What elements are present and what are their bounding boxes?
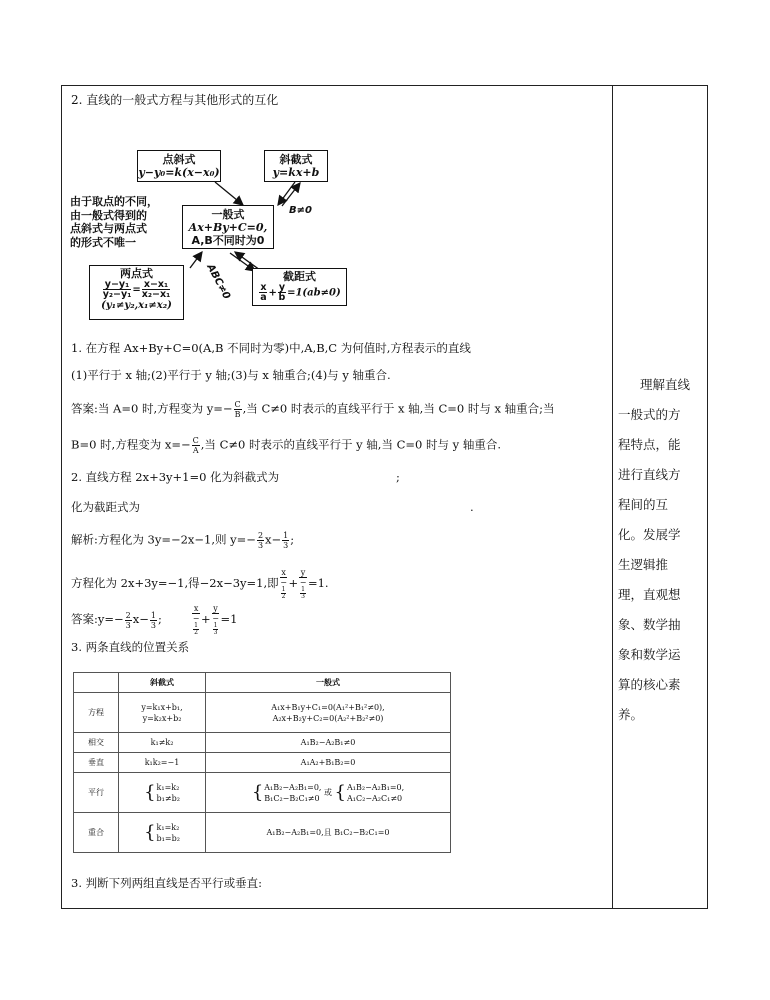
arrow-pointslope-general [215,182,243,205]
q1-line2: (1)平行于 x 轴;(2)平行于 y 轴;(3)与 x 轴重合;(4)与 y 轴重合. [71,368,391,382]
slope-intercept-box: 斜截式 y=kx+b [264,150,328,182]
edge-label-abc: ABC≠0 [204,262,232,302]
table-row: 方程 y=k₁x+b₁, y=k₂x+b₂ A₁x+B₁y+C₁=0(A₁²+B₁²≠0), A₂x+B₂y+C₂=0(A₂²+B₂²≠0) [74,693,451,733]
q2-solution-line2: 方程化为 2x+3y=−1,得−2x−3y=1,即 x − 1 2 + y − 1 3 =1. [71,568,329,600]
q2-period: . [470,500,474,514]
table-row: 平行 { k₁=k₂ b₁≠b₂ { A₁B₂−A₂B₁=0, B₁C₂−B₂C₁≠0 或 { A₁B₂−A₂B₁=0, A₁C₂−A₂C₁≠0 [74,773,451,813]
arrow-twopoint-general [190,252,202,268]
diagram-note: 由于取点的不同， 由一般式得到的 点斜式与两点式 的形式不唯一 [70,195,158,249]
q2-answer: 答案:y=− $\frac{2}{3}$ x− $\frac{1}{3}$ ; x − 1 2 + y − 1 3 =1 [71,604,238,636]
q3-title: 3. 两条直线的位置关系 [71,640,190,654]
table-row: 相交 k₁≠k₂ A₁B₂−A₂B₁≠0 [74,733,451,753]
table-header-general: 一般式 [206,673,451,693]
general-form-box: 一般式 Ax+By+C=0, A,B不同时为0 [182,205,274,249]
q2-semicolon: ; [396,470,400,484]
section-title: 2. 直线的一般式方程与其他形式的互化 [71,93,279,107]
q1-line1: 1. 在方程 Ax+By+C=0(A,B 不同时为零)中,A,B,C 为何值时,方程表示的直线 [71,341,471,355]
two-point-box: 两点式 $\frac{\text{y−y₁}}{\text{y₂−y₁}}$ = $\frac{\text{x−x₁}}{\text{x₂−x₁}}$ (y₁≠y₂,x₁≠x₂) [89,265,184,320]
q2-solution-line1: 解析:方程化为 3y=−2x−1,则 y=− $\frac{2}{3}$ x− $\frac{1}{3}$ ; [71,531,295,550]
table-header-blank [74,673,119,693]
q2-line2: 化为截距式为 [71,500,140,514]
line-relation-table [73,672,451,853]
table-header-slope: 斜截式 [119,673,206,693]
q2-line1: 2. 直线方程 2x+3y+1=0 化为斜截式为 [71,470,280,484]
table-row: 重合 { k₁=k₂ b₁=b₂ A₁B₂−A₂B₁=0,且 B₁C₂−B₂C₁=0 [74,813,451,853]
q1-answer-line1: 答案:当 A=0 时,方程变为 y=− $\frac{C}{B}$ ,当 C≠0 时表示的直线平行于 x 轴,当 C=0 时与 x 轴重合;当 [71,400,555,419]
edge-label-b: B≠0 [289,205,312,216]
q4-title: 3. 判断下列两组直线是否平行或垂直: [71,876,263,890]
intercept-box: 截距式 $\frac{x}{a}$ + $\frac{y}{b}$ =1(ab≠0) [252,268,347,306]
objective-text: 理解直线 一般式的方 程特点，能 进行直线方 程间的互 化。发展学 生逻辑推 理，直观想 象、数学抽 象和数学运 算的核心素 养。 [618,377,691,722]
point-slope-box: 点斜式 y−y₀=k(x−x₀) [137,150,221,182]
column-divider [612,85,613,909]
table-row: 垂直 k₁k₂=−1 A₁A₂+B₁B₂=0 [74,753,451,773]
q1-answer-line2: B=0 时,方程变为 x=− $\frac{C}{A}$ ,当 C≠0 时表示的直线平行于 y 轴,当 C=0 时与 y 轴重合. [71,436,501,455]
